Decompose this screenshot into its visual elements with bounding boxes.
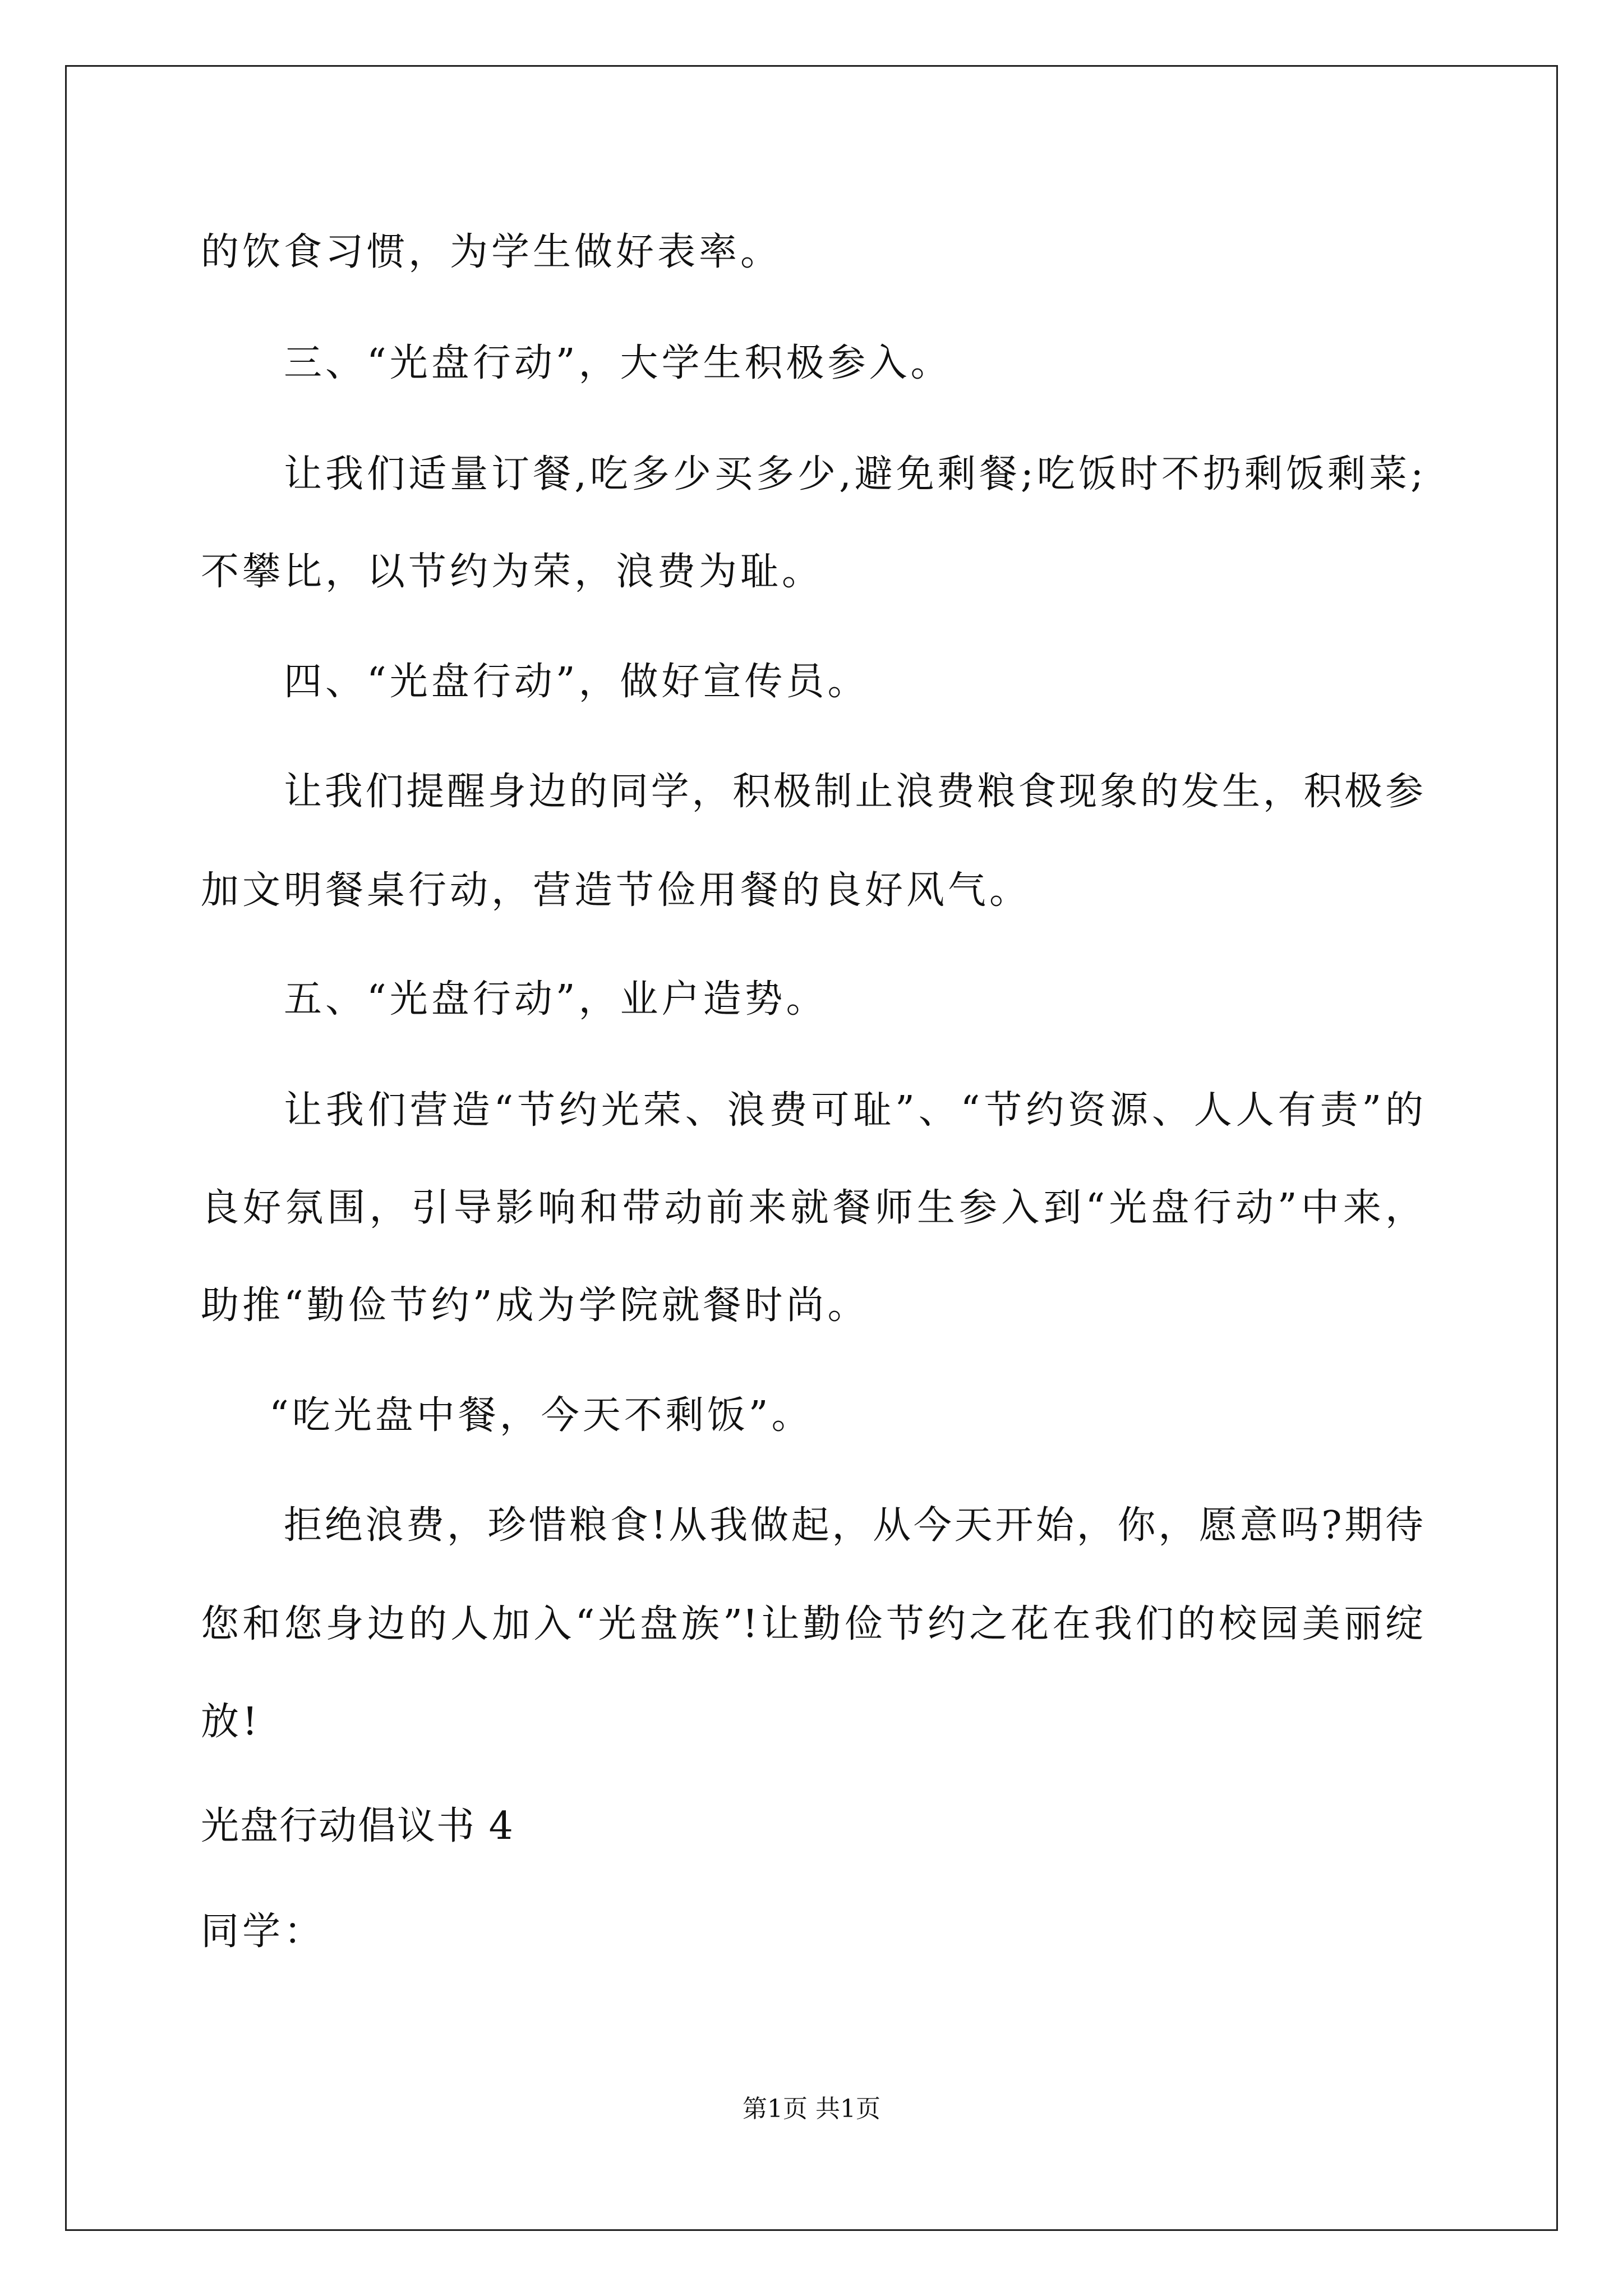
text-line-15: 放! [201, 1700, 261, 1744]
page-border [65, 65, 1558, 2231]
text-line-1: 的饮食习惯，为学生做好表率。 [201, 230, 782, 274]
text-line-4: 不攀比，以节约为荣，浪费为耻。 [201, 550, 824, 594]
slogan-line: “吃光盘中餐，今天不剩饭”。 [269, 1393, 813, 1438]
text-line-11: 助推“勤俭节约”成为学院就餐时尚。 [201, 1283, 869, 1328]
section-heading-3: 三、“光盘行动”，大学生积极参入。 [284, 341, 952, 385]
text-line-10: 良好氛围，引导影响和带动前来就餐师生参入到“光盘行动”中来， [201, 1186, 1423, 1230]
document-title: 光盘行动倡议书 4 [201, 1804, 514, 1848]
text-line-9: 让我们营造“节约光荣、浪费可耻”、“节约资源、人人有责”的 [284, 1088, 1423, 1133]
salutation: 同学： [201, 1910, 326, 1954]
section-heading-4: 四、“光盘行动”，做好宣传员。 [284, 660, 869, 704]
text-line-7: 加文明餐桌行动，营造节俭用餐的良好风气。 [201, 868, 1031, 913]
text-line-14: 您和您身边的人加入“光盘族”!让勤俭节约之花在我们的校园美丽绽 [201, 1602, 1423, 1646]
text-line-13: 拒绝浪费，珍惜粮食!从我做起，从今天开始，你，愿意吗?期待 [284, 1503, 1423, 1548]
text-line-6: 让我们提醒身边的同学，积极制止浪费粮食现象的发生，积极参 [284, 770, 1423, 814]
section-heading-5: 五、“光盘行动”，业户造势。 [284, 977, 828, 1022]
text-line-3: 让我们适量订餐,吃多少买多少,避免剩餐;吃饭时不扔剩饭剩菜; [284, 452, 1423, 496]
page-footer: 第1页 共1页 [743, 2095, 880, 2123]
